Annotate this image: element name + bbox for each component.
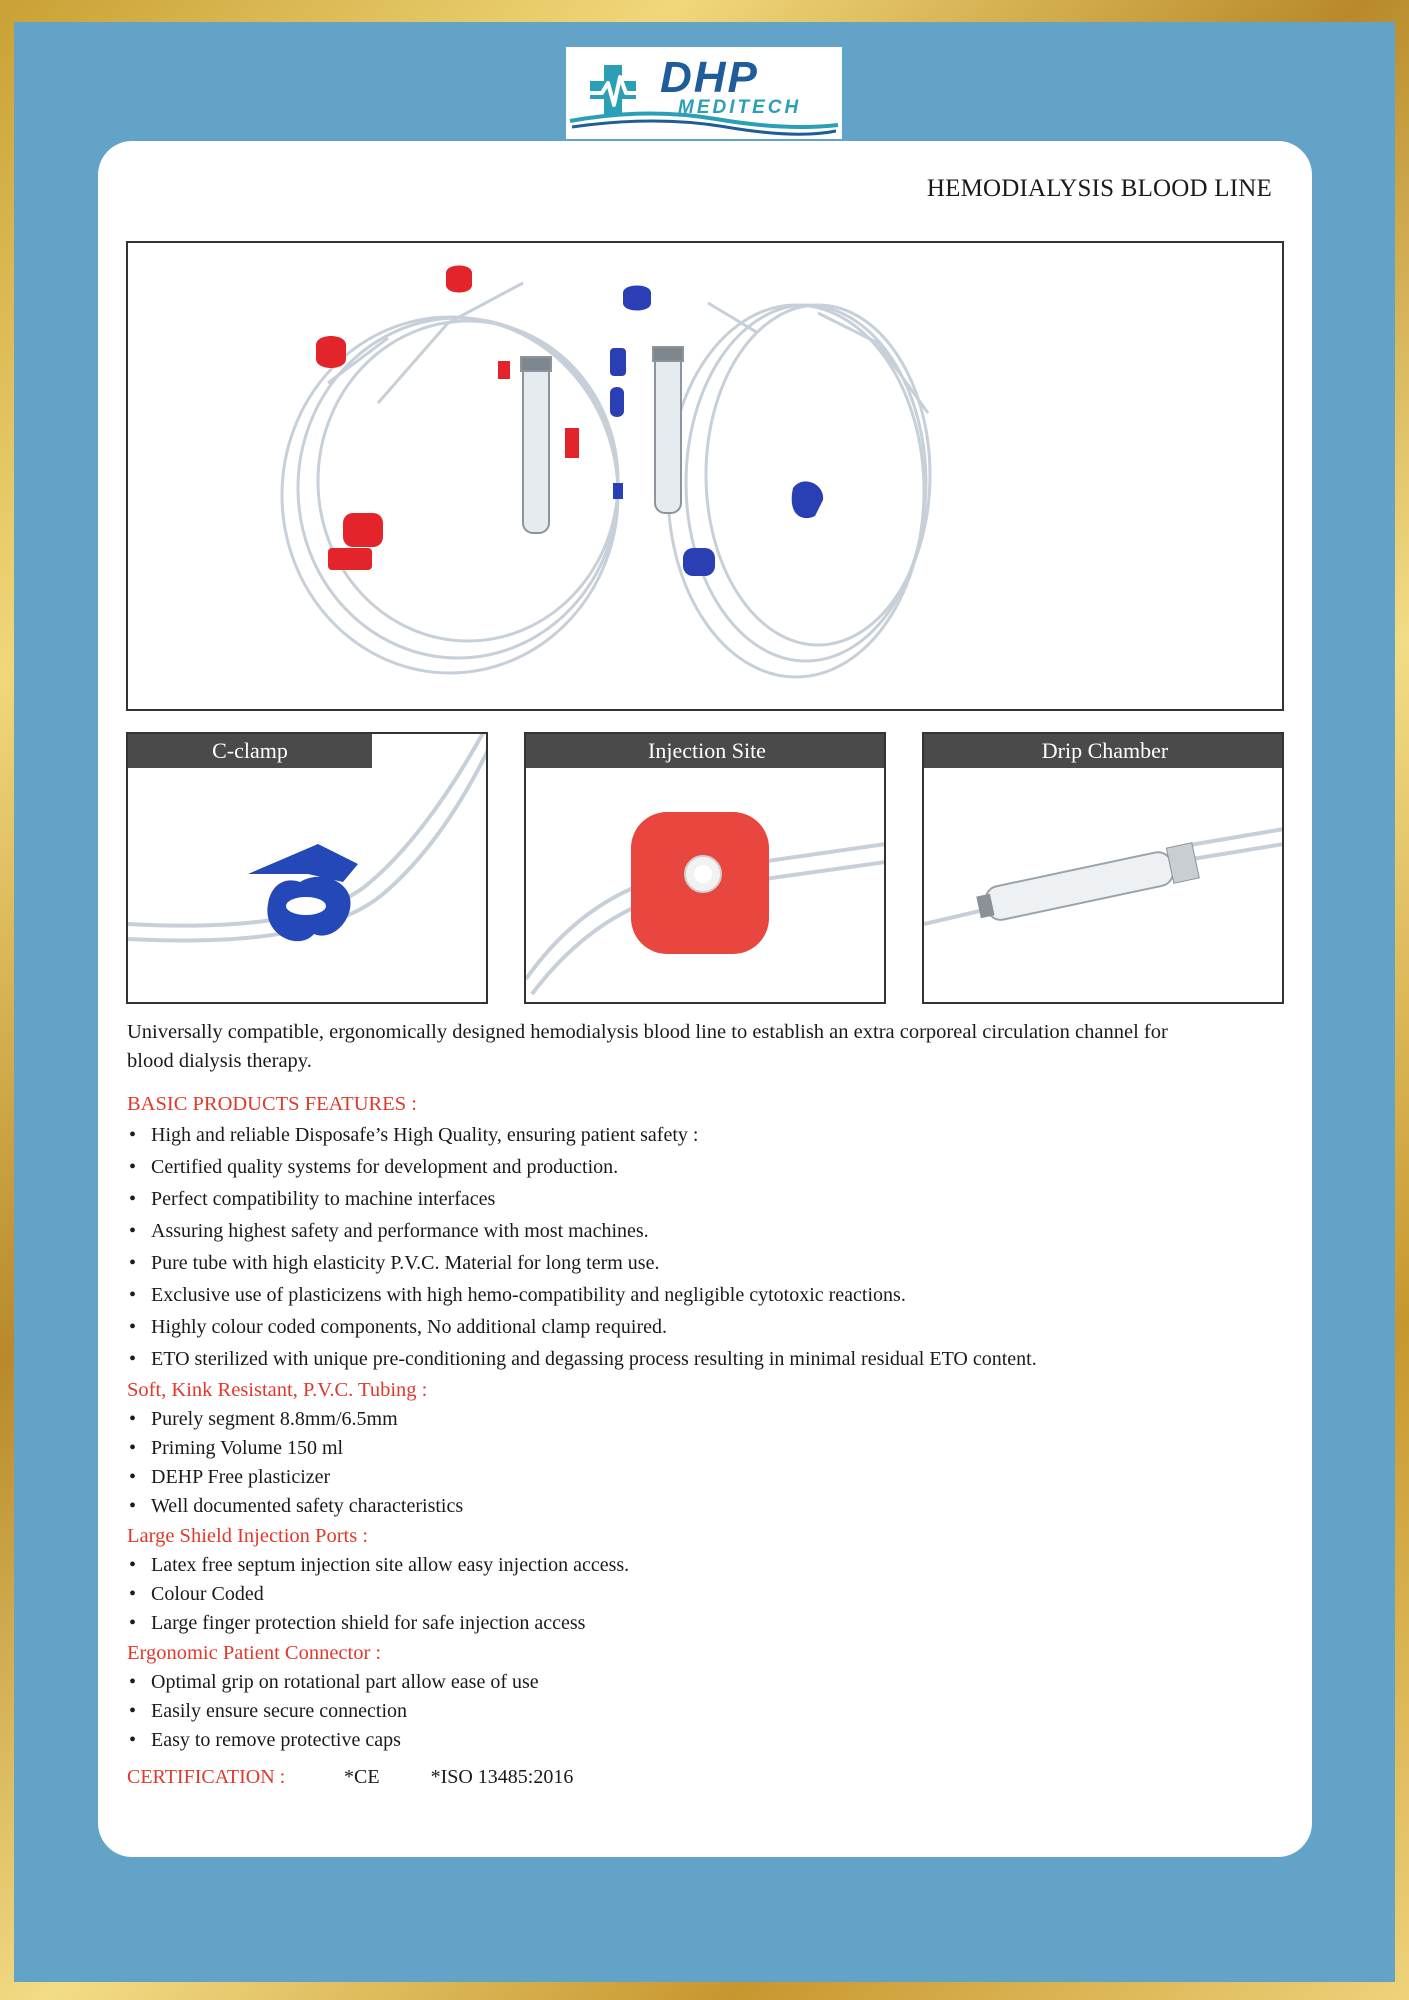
section-title-injection-ports: Large Shield Injection Ports :: [127, 1525, 369, 1547]
list-item: • Latex free septum injection site allow easy injection access.: [127, 1551, 1267, 1580]
injection-site-image: [526, 734, 884, 1002]
drip-chamber-panel: [922, 732, 1284, 1004]
injection-ports-list: [127, 1551, 1267, 1638]
list-item: • Purely segment 8.8mm/6.5mm: [127, 1405, 1267, 1434]
list-item: • Optimal grip on rotational part allow ease of use: [127, 1668, 1267, 1697]
patient-connector-list: [127, 1668, 1267, 1755]
list-item: • Exclusive use of plasticizens with high hemo-compatibility and negligible cytotoxic reactions.: [127, 1279, 1267, 1311]
list-item: • Highly colour coded components, No additional clamp required.: [127, 1311, 1267, 1343]
certification-label: CERTIFICATION :: [127, 1766, 286, 1788]
section-title-patient-connector: Ergonomic Patient Connector :: [127, 1642, 382, 1664]
injection-site-panel: [524, 732, 886, 1004]
c-clamp-image: [128, 734, 486, 1002]
list-item: • High and reliable Disposafe’s High Quality, ensuring patient safety :: [127, 1119, 1267, 1151]
list-item: • Easily ensure secure connection: [127, 1697, 1267, 1726]
list-item: • DEHP Free plasticizer: [127, 1463, 1267, 1492]
list-item: • Pure tube with high elasticity P.V.C. Material for long term use.: [127, 1247, 1267, 1279]
list-item: • Easy to remove protective caps: [127, 1726, 1267, 1755]
list-item: • Well documented safety characteristics: [127, 1492, 1267, 1521]
brand-name: DHP: [660, 53, 759, 102]
injection-site-label: Injection Site: [526, 734, 886, 768]
certification-ce: *CE: [344, 1766, 380, 1788]
c-clamp-panel: [126, 732, 488, 1004]
list-item: • ETO sterilized with unique pre-conditioning and degassing process resulting in minimal residual ETO content.: [127, 1343, 1267, 1375]
product-hero-image: [126, 241, 1284, 711]
red-drip-chamber: [521, 357, 551, 533]
certification-iso: *ISO 13485:2016: [430, 1766, 574, 1788]
document-title: HEMODIALYSIS BLOOD LINE: [926, 175, 1272, 202]
list-item: • Perfect compatibility to machine interfaces: [127, 1183, 1267, 1215]
drip-chamber-image: [924, 734, 1282, 1002]
intro-paragraph: Universally compatible, ergonomically designed hemodialysis blood line to establish an extra corporeal circulation channel for blood dialysis therapy.: [127, 1021, 1168, 1072]
list-item: • Certified quality systems for development and production.: [127, 1151, 1267, 1183]
list-item: • Colour Coded: [127, 1580, 1267, 1609]
certification-row: [127, 1761, 1267, 1793]
list-item: • Assuring highest safety and performance with most machines.: [127, 1215, 1267, 1247]
brand-subtitle: MEDITECH: [678, 97, 802, 118]
brand-logo: [566, 47, 842, 139]
tubing-list: [127, 1405, 1267, 1521]
product-sheet-card: [98, 141, 1312, 1857]
c-clamp-label: C-clamp: [128, 734, 372, 768]
list-item: • Priming Volume 150 ml: [127, 1434, 1267, 1463]
section-title-tubing: Soft, Kink Resistant, P.V.C. Tubing :: [127, 1379, 428, 1401]
basic-features-list: [127, 1119, 1267, 1375]
list-item: • Large finger protection shield for safe injection access: [127, 1609, 1267, 1638]
features-content: [127, 1089, 1267, 1793]
blue-drip-chamber: [653, 347, 683, 513]
section-title-basic-features: BASIC PRODUCTS FEATURES :: [127, 1093, 417, 1115]
drip-chamber-label: Drip Chamber: [924, 734, 1284, 768]
